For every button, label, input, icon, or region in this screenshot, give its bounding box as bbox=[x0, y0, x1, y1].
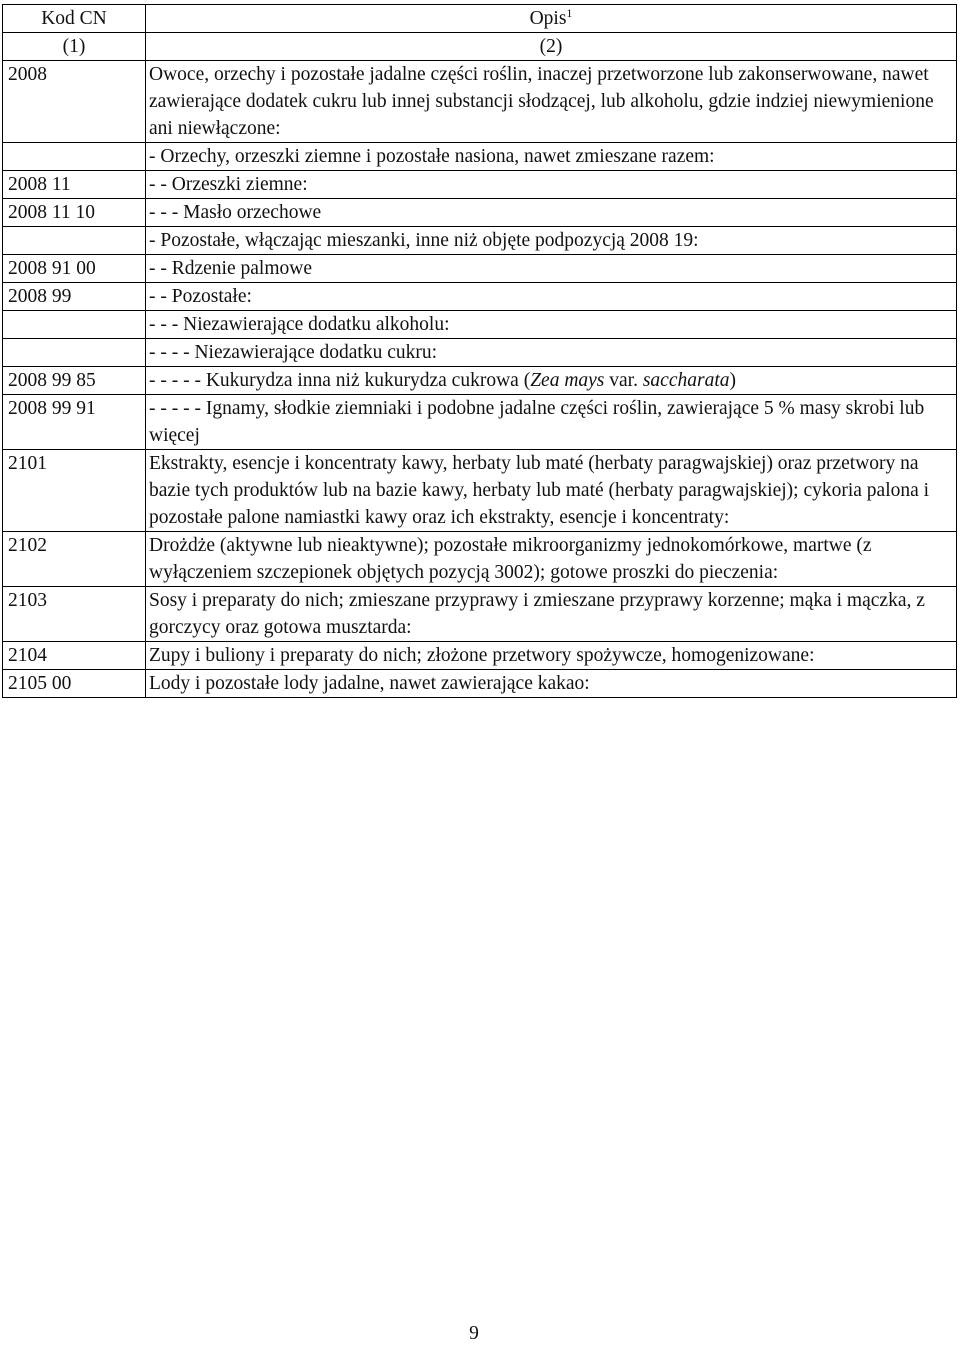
column-header-description-label: Opis bbox=[529, 8, 567, 29]
table-row bbox=[3, 450, 957, 532]
table-row bbox=[3, 339, 957, 367]
table-row bbox=[3, 283, 957, 311]
column-number-code: (1) bbox=[3, 33, 146, 61]
table-row bbox=[3, 642, 957, 670]
description-cell: - - - - Niezawierające dodatku cukru: bbox=[146, 339, 957, 367]
table-row bbox=[3, 311, 957, 339]
description-cell: Sosy i preparaty do nich; zmieszane przyprawy i zmieszane przyprawy korzenne; mąka i mączka, z gorczycy oraz gotowa musztarda: bbox=[146, 587, 957, 642]
table-row bbox=[3, 143, 957, 171]
description-cell: - Pozostałe, włączając mieszanki, inne niż objęte podpozycją 2008 19: bbox=[146, 227, 957, 255]
table-row bbox=[3, 199, 957, 227]
description-cell: Owoce, orzechy i pozostałe jadalne części roślin, inaczej przetworzone lub zakonserwowane, nawet zawierające dodatek cukru lub innej substancji słodzącej, lub alkoholu, gdzie indziej niewymienione ani niewłączone: bbox=[146, 61, 957, 143]
cn-code-cell bbox=[3, 143, 146, 171]
description-cell: - - - Niezawierające dodatku alkoholu: bbox=[146, 311, 957, 339]
cn-code-cell: 2008 99 bbox=[3, 283, 146, 311]
table-row bbox=[3, 587, 957, 642]
description-text: ) bbox=[729, 370, 736, 391]
cn-code-cell: 2101 bbox=[3, 450, 146, 532]
table-row bbox=[3, 255, 957, 283]
description-text: - - - - - Kukurydza inna niż kukurydza cukrowa ( bbox=[149, 370, 531, 391]
cn-code-cell: 2008 91 00 bbox=[3, 255, 146, 283]
description-cell bbox=[146, 367, 957, 395]
description-cell: - - Pozostałe: bbox=[146, 283, 957, 311]
column-header-code: Kod CN bbox=[3, 5, 146, 33]
description-cell: - - Orzeszki ziemne: bbox=[146, 171, 957, 199]
description-cell: Lody i pozostałe lody jadalne, nawet zawierające kakao: bbox=[146, 670, 957, 698]
description-cell: - - Rdzenie palmowe bbox=[146, 255, 957, 283]
description-cell: - - - Masło orzechowe bbox=[146, 199, 957, 227]
table-row bbox=[3, 227, 957, 255]
table-row bbox=[3, 670, 957, 698]
description-text: var. bbox=[604, 370, 643, 391]
cn-code-cell: 2008 99 91 bbox=[3, 395, 146, 450]
description-cell: - - - - - Ignamy, słodkie ziemniaki i podobne jadalne części roślin, zawierające 5 % masy skrobi lub więcej bbox=[146, 395, 957, 450]
description-cell: Ekstrakty, esencje i koncentraty kawy, herbaty lub maté (herbaty paragwajskiej) oraz przetwory na bazie tych produktów lub na bazie kawy, herbaty lub maté (herbaty paragwajskiej); cykoria palona i pozostałe palone namiastki kawy oraz ich ekstrakty, esencje i koncentraty: bbox=[146, 450, 957, 532]
cn-code-cell: 2008 11 10 bbox=[3, 199, 146, 227]
column-header-description bbox=[146, 5, 957, 33]
cn-code-cell: 2105 00 bbox=[3, 670, 146, 698]
cn-code-cell: 2008 11 bbox=[3, 171, 146, 199]
column-number-description: (2) bbox=[146, 33, 957, 61]
cn-code-cell bbox=[3, 311, 146, 339]
page-number: 9 bbox=[469, 1323, 479, 1344]
cn-code-cell: 2102 bbox=[3, 532, 146, 587]
cn-code-cell bbox=[3, 227, 146, 255]
column-number-row bbox=[3, 33, 957, 61]
variety-name: saccharata bbox=[642, 370, 730, 391]
cn-code-cell: 2008 bbox=[3, 61, 146, 143]
description-cell: - Orzechy, orzeszki ziemne i pozostałe nasiona, nawet zmieszane razem: bbox=[146, 143, 957, 171]
table-row bbox=[3, 395, 957, 450]
table-row bbox=[3, 367, 957, 395]
species-name: Zea mays bbox=[530, 370, 605, 391]
description-cell: Drożdże (aktywne lub nieaktywne); pozostałe mikroorganizmy jednokomórkowe, martwe (z wyłączeniem szczepionek objętych pozycją 3002); gotowe proszki do pieczenia: bbox=[146, 532, 957, 587]
cn-code-cell: 2008 99 85 bbox=[3, 367, 146, 395]
table-row bbox=[3, 532, 957, 587]
table-header-row bbox=[3, 5, 957, 33]
cn-code-cell bbox=[3, 339, 146, 367]
cn-code-cell: 2104 bbox=[3, 642, 146, 670]
table-row bbox=[3, 61, 957, 143]
footnote-marker: 1 bbox=[566, 6, 573, 20]
cn-code-cell: 2103 bbox=[3, 587, 146, 642]
table-row bbox=[3, 171, 957, 199]
description-cell: Zupy i buliony i preparaty do nich; złożone przetwory spożywcze, homogenizowane: bbox=[146, 642, 957, 670]
cn-code-table bbox=[2, 4, 957, 698]
